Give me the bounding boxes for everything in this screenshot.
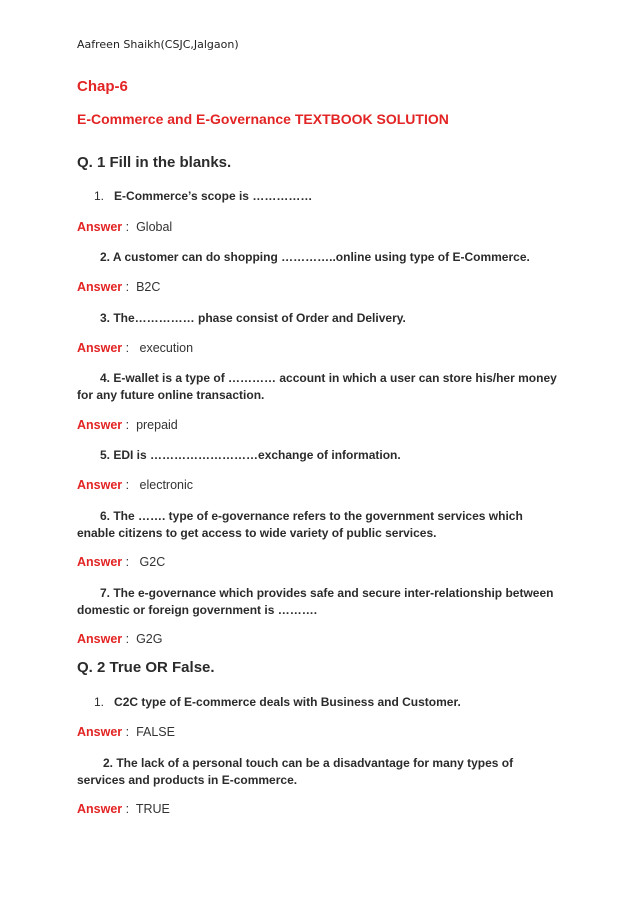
item-number: 1. (94, 695, 105, 709)
chapter-label: Chap-6 (77, 78, 128, 95)
answer-label: Answer (77, 280, 123, 294)
q1-answer-7: Answer : G2G (77, 632, 163, 646)
item-text: C2C type of E-commerce deals with Business and Customer. (114, 695, 461, 709)
answer-value: G2C (139, 555, 166, 569)
item-number: 1. (94, 189, 105, 203)
page-title: E-Commerce and E-Governance TEXTBOOK SOLUTION (77, 111, 449, 127)
item-text: domestic or foreign government is ………. (77, 603, 318, 617)
answer-label: Answer (77, 341, 123, 355)
answer-label: Answer (77, 418, 123, 432)
item-text: services and products in E-commerce. (77, 773, 298, 787)
answer-value: electronic (139, 478, 194, 492)
q1-item-1 (94, 188, 594, 205)
q2-item-2-cont (77, 772, 577, 789)
item-text: 7. The e-governance which provides safe and secure inter-relationship between (100, 586, 554, 600)
q1-answer-2: Answer : B2C (77, 280, 161, 294)
q1-item-6-cont (77, 525, 577, 542)
answer-value: execution (139, 341, 194, 355)
item-text: enable citizens to get access to wide variety of public services. (77, 526, 437, 540)
q1-answer-6: Answer : G2C (77, 555, 166, 569)
q1-answer-5: Answer : electronic (77, 478, 194, 492)
item-text: 3. The…………… phase consist of Order and Delivery. (100, 311, 406, 325)
answer-label: Answer (77, 725, 123, 739)
answer-value: B2C (136, 280, 161, 294)
q2-item-1 (94, 694, 594, 711)
q1-item-4 (100, 370, 600, 387)
q1-item-6 (100, 508, 600, 525)
page-header: Aafreen Shaikh(CSJC,Jalgaon) (77, 38, 239, 51)
answer-label: Answer (77, 478, 123, 492)
item-text: 2. A customer can do shopping …………..online using type of E-Commerce. (100, 250, 530, 264)
answer-value: TRUE (135, 802, 170, 816)
q1-answer-3: Answer : execution (77, 341, 194, 355)
answer-label: Answer (77, 632, 123, 646)
answer-value: G2G (136, 632, 163, 646)
answer-value: FALSE (136, 725, 175, 739)
question-1-heading: Q. 1 Fill in the blanks. (77, 154, 232, 171)
item-text: 5. EDI is ………………………exchange of information. (100, 448, 401, 462)
q1-item-3 (100, 310, 600, 327)
answer-label: Answer (77, 220, 123, 234)
item-text: 6. The ……. type of e-governance refers to the government services which (100, 509, 523, 523)
q1-answer-1: Answer : Global (77, 220, 173, 234)
answer-value: Global (136, 220, 173, 234)
item-text: for any future online transaction. (77, 388, 265, 402)
answer-label: Answer (77, 555, 123, 569)
question-2-heading: Q. 2 True OR False. (77, 659, 215, 676)
q1-item-7 (100, 585, 570, 602)
q1-answer-4: Answer : prepaid (77, 418, 178, 432)
q1-item-4-cont (77, 387, 577, 404)
item-text: E-Commerce’s scope is …………… (114, 189, 313, 203)
item-text: 2. The lack of a personal touch can be a disadvantage for many types of (103, 756, 514, 770)
answer-value: prepaid (136, 418, 178, 432)
q2-answer-2: Answer : TRUE (77, 802, 170, 816)
item-text: 4. E-wallet is a type of ………… account in which a user can store his/her money (100, 371, 557, 385)
q1-item-2 (100, 249, 600, 266)
q1-item-5 (100, 447, 600, 464)
q2-answer-1: Answer : FALSE (77, 725, 175, 739)
q2-item-2 (103, 755, 603, 772)
q1-item-7-cont (77, 602, 577, 619)
answer-label: Answer (77, 802, 123, 816)
